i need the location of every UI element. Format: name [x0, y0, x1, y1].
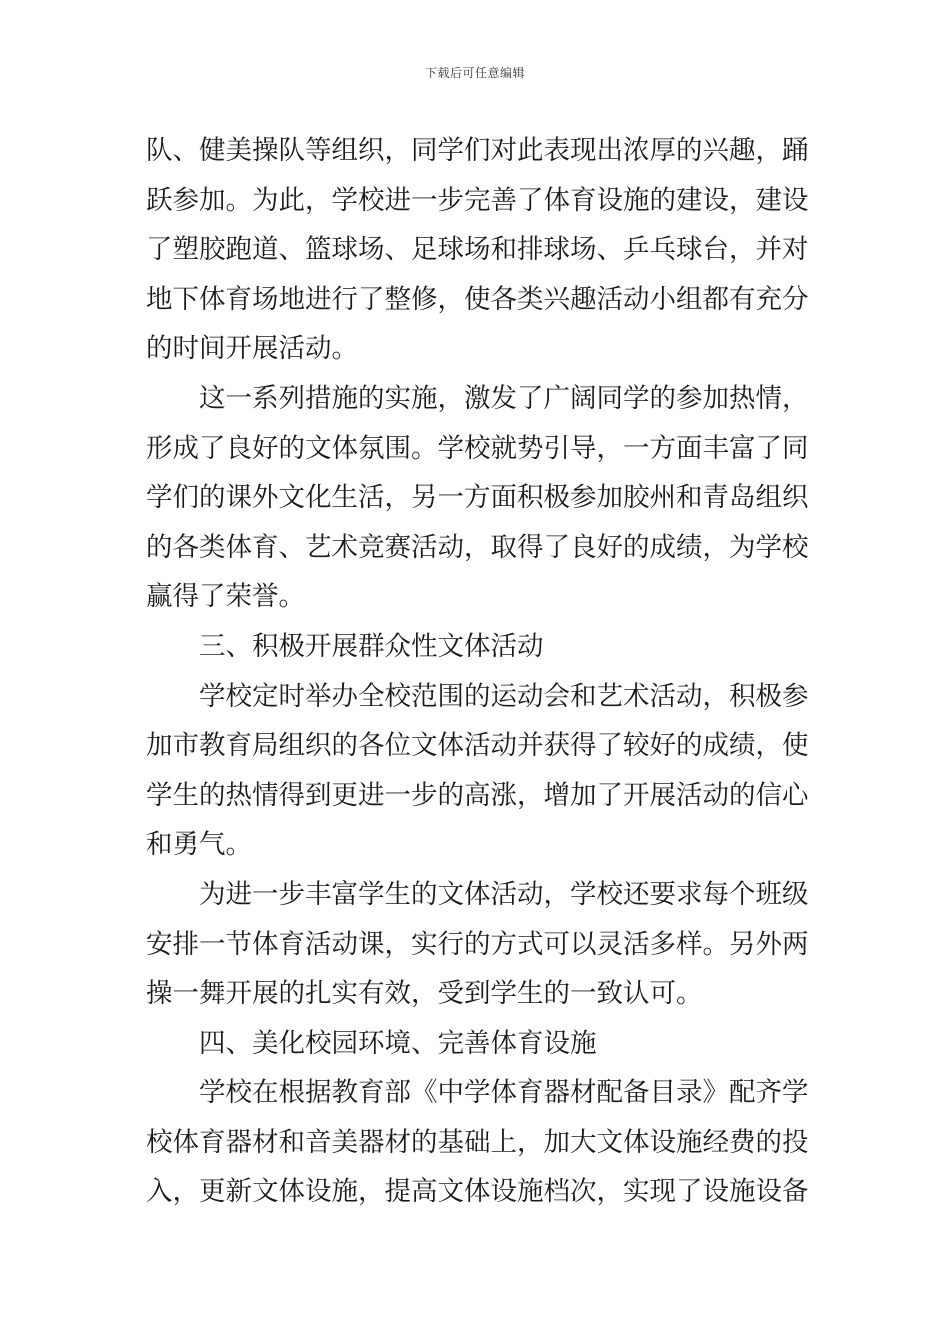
text-line: 学校在根据教育部《中学体育器材配备目录》配齐学: [199, 1077, 809, 1109]
text-line: 了塑胶跑道、篮球场、足球场和排球场、乒乓球台，并对: [146, 234, 809, 266]
text-line: 和勇气。: [146, 829, 252, 861]
text-line: 操一舞开展的扎实有效，受到学生的一致认可。: [146, 978, 703, 1010]
page-header: 下载后可任意编辑: [424, 66, 525, 80]
text-line: 校体育器材和音美器材的基础上，加大文体设施经费的投: [146, 1126, 809, 1158]
section-heading: 四、美化校园环境、完善体育设施: [199, 1027, 597, 1059]
text-line: 入，更新文体设施，提高文体设施档次，实现了设施设备: [146, 1176, 809, 1208]
text-line: 赢得了荣誉。: [146, 581, 305, 613]
text-line: 地下体育场地进行了整修，使各类兴趣活动小组都有充分: [146, 283, 809, 315]
text-line: 安排一节体育活动课，实行的方式可以灵活多样。另外两: [146, 928, 809, 960]
text-line: 加市教育局组织的各位文体活动并获得了较好的成绩，使: [146, 730, 809, 762]
document-body: [146, 126, 814, 1217]
text-line: 学们的课外文化生活，另一方面积极参加胶州和青岛组织: [146, 482, 809, 514]
section-heading: 三、积极开展群众性文体活动: [199, 630, 544, 662]
text-line: 跃参加。为此，学校进一步完善了体育设施的建设，建设: [146, 184, 809, 216]
text-line: 学生的热情得到更进一步的高涨，增加了开展活动的信心: [146, 779, 809, 811]
text-line: 队、健美操队等组织，同学们对此表现出浓厚的兴趣，踊: [146, 135, 809, 166]
text-line: 形成了良好的文体氛围。学校就势引导，一方面丰富了同: [146, 432, 809, 464]
text-line: 这一系列措施的实施，激发了广阔同学的参加热情，: [199, 382, 809, 414]
text-line: 的时间开展活动。: [146, 333, 358, 365]
text-line: 的各类体育、艺术竞赛活动，取得了良好的成绩，为学校: [146, 531, 809, 563]
text-line: 为进一步丰富学生的文体活动，学校还要求每个班级: [199, 878, 809, 910]
text-line: 学校定时举办全校范围的运动会和艺术活动，积极参: [199, 680, 809, 712]
